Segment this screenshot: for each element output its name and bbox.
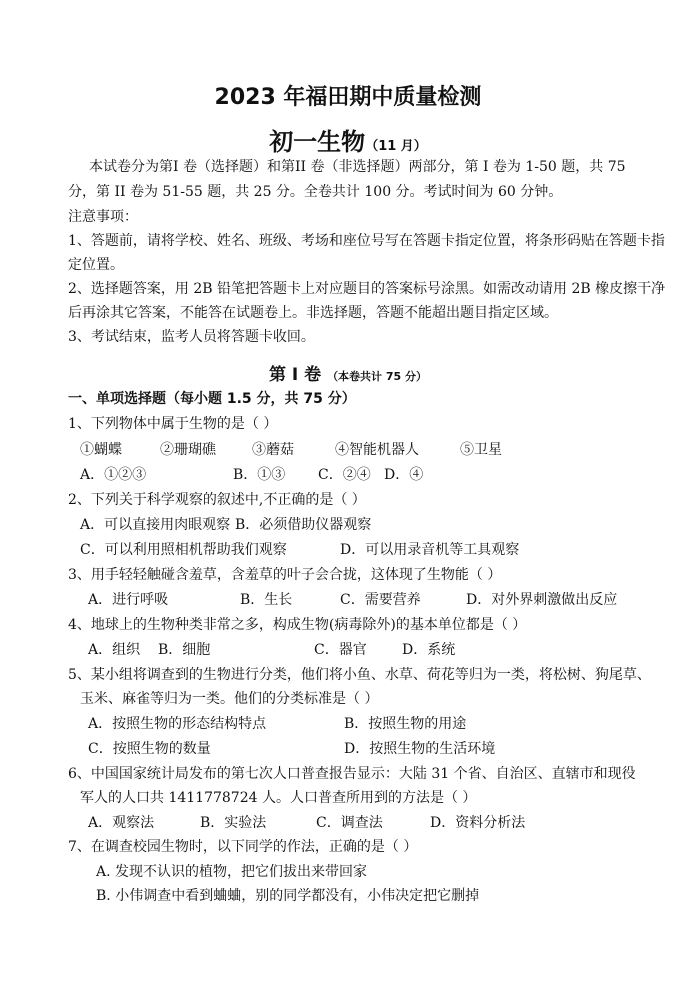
q2-stem: 2、下列关于科学观察的叙述中,不正确的是（ ） — [68, 492, 366, 508]
q1-item: ②珊瑚礁 — [160, 442, 216, 458]
q1-stem: 1、下列物体中属于生物的是（ ） — [68, 416, 278, 432]
q6-option-d: D．资料分析法 — [430, 815, 526, 831]
section-note: （本卷共计 75 分） — [327, 370, 428, 383]
q3-option-d: D．对外界刺激做出反应 — [466, 592, 618, 608]
q4-option-d: D．系统 — [402, 642, 456, 658]
q1-item: ①蝴蝶 — [80, 442, 122, 458]
q6-option-c: C．调查法 — [316, 815, 383, 831]
q3-option-a: A．进行呼吸 — [88, 592, 169, 608]
q7-stem: 7、在调查校园生物时，以下同学的作法，正确的是（ ） — [68, 839, 418, 855]
q4-stem: 4、地球上的生物种类非常之多，构成生物(病毒除外)的基本单位都是（ ） — [68, 617, 527, 633]
q1-option-d: D．④ — [384, 467, 424, 483]
q4-option-b: B．细胞 — [158, 642, 211, 658]
q1-option-c: C．②④ — [318, 467, 371, 483]
q5-stem-a: 5、某小组将调查到的生物进行分类，他们将小鱼、水草、荷花等归为一类，将松树、狗尾草、 — [68, 667, 651, 683]
q1-item: ④智能机器人 — [335, 442, 419, 458]
subject-label: 初一生物 — [269, 128, 366, 156]
q3-option-c: C．需要营养 — [340, 592, 421, 608]
section-label: 第 I 卷 — [268, 365, 322, 385]
section-title — [0, 360, 696, 385]
q4-option-c: C．器官 — [314, 642, 367, 658]
note-3: 3、考试结束，监考人员将答题卡收回。 — [68, 329, 315, 345]
q3-option-b: B．生长 — [240, 592, 293, 608]
exam-title: 2023 年福田期中质量检测 — [214, 85, 482, 110]
q2-option-c: C．可以利用照相机帮助我们观察 — [80, 542, 287, 558]
q2-option-d: D．可以用录音机等工具观察 — [340, 542, 520, 558]
part-heading: 一、单项选择题（每小题 1.5 分，共 75 分） — [68, 391, 356, 407]
q5-option-c: C．按照生物的数量 — [88, 741, 211, 757]
q6-stem-b: 军人的人口共 1411778724 人。人口普查所用到的方法是（ ） — [80, 790, 477, 806]
q5-stem-b: 玉米、麻雀等归为一类。他们的分类标准是（ ） — [80, 691, 379, 707]
note-1a: 1、答题前，请将学校、姓名、班级、考场和座位号写在答题卡指定位置，将条形码贴在答题卡指 — [68, 233, 665, 249]
exam-subject — [0, 122, 696, 157]
q6-option-a: A．观察法 — [88, 815, 155, 831]
intro-line-1: 本试卷分为第I 卷（选择题）和第II 卷（非选择题）两部分，第 I 卷为 1-50 题，共 75 — [89, 159, 626, 175]
q5-option-b: B．按照生物的用途 — [344, 716, 467, 732]
q4-option-a: A．组织 — [88, 642, 141, 658]
q6-option-b: B．实验法 — [200, 815, 267, 831]
q1-item: ⑤卫星 — [460, 442, 502, 458]
q5-option-d: D．按照生物的生活环境 — [344, 741, 496, 757]
q7-option-b: B. 小伟调查中看到蛐蛐，别的同学都没有，小伟决定把它删掉 — [96, 888, 480, 904]
notes-heading: 注意事项： — [68, 209, 138, 225]
q1-option-b: B．①③ — [233, 467, 286, 483]
q3-stem: 3、用手轻轻触碰含羞草，含羞草的叶子会合拢，这体现了生物能（ ） — [68, 567, 502, 583]
intro-line-2: 分，第 II 卷为 51-55 题，共 25 分。全卷共计 100 分。考试时间为 60 分钟。 — [68, 184, 563, 200]
q2-option-a: A．可以直接用肉眼观察 — [80, 517, 231, 533]
subject-note: （11 月） — [365, 139, 427, 154]
note-2b: 后再涂其它答案，不能答在试题卷上。非选择题，答题不能超出题目指定区域。 — [68, 305, 558, 321]
note-1b: 定位置。 — [68, 257, 124, 273]
q6-stem-a: 6、中国国家统计局发布的第七次人口普查报告显示：大陆 31 个省、自治区、直辖市和现役 — [68, 766, 636, 782]
q2-option-b: B．必须借助仪器观察 — [235, 517, 372, 533]
note-2a: 2、选择题答案，用 2B 铅笔把答题卡上对应题目的答案标号涂黑。如需改动请用 2B 橡皮擦干净 — [68, 281, 666, 297]
q7-option-a: A. 发现不认识的植物，把它们拔出来带回家 — [96, 864, 368, 880]
q5-option-a: A．按照生物的形态结构特点 — [88, 716, 267, 732]
q1-option-a: A．①②③ — [80, 467, 147, 483]
q1-item: ③蘑菇 — [252, 442, 294, 458]
